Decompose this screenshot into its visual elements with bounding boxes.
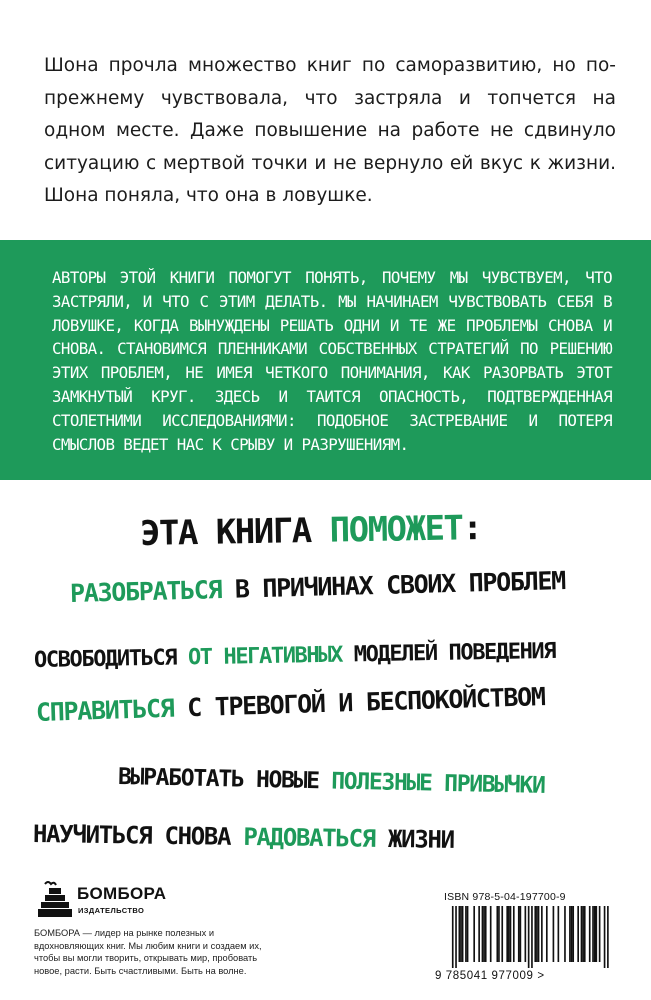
barcode-bar bbox=[513, 906, 515, 962]
isbn-label: ISBN 978-5-04-197700-9 bbox=[444, 891, 566, 903]
benefit-line-4 bbox=[118, 764, 545, 799]
benefit-line-1 bbox=[70, 566, 566, 608]
barcode-bar bbox=[594, 906, 596, 962]
benefit-4-highlight: ПОЛЕЗНЫЕ ПРИВЫЧКИ bbox=[330, 768, 545, 799]
publisher-logo bbox=[35, 880, 185, 920]
barcode-bar bbox=[498, 906, 500, 962]
benefit-line-2 bbox=[34, 639, 556, 673]
barcode-bar bbox=[496, 906, 498, 962]
barcode-bar bbox=[572, 906, 574, 962]
benefit-5-highlight: РАДОВАТЬСЯ bbox=[243, 822, 376, 853]
benefit-5-rest: ЖИЗНИ bbox=[374, 824, 454, 854]
barcode-bar bbox=[483, 906, 485, 962]
benefits-title bbox=[140, 508, 482, 554]
barcode-bar bbox=[564, 906, 566, 962]
barcode-bar bbox=[525, 906, 527, 962]
benefit-line-5 bbox=[33, 820, 454, 854]
barcode-bar bbox=[538, 906, 540, 962]
barcode-bar bbox=[541, 906, 543, 962]
intro-paragraph: Шона прочла множество книг по саморазвитию, но по-прежнему чувствовала, что застряла и топчется на одном месте. Даже повышение на работе не сдвинуло ситуацию с мертвой точки и не вернуло ей вкус к жизни. Шона поняла, что она в ловушке. bbox=[44, 55, 616, 206]
barcode-bar bbox=[473, 906, 475, 962]
barcode-block bbox=[434, 888, 620, 996]
benefit-line-3 bbox=[36, 682, 545, 727]
barcode-bar bbox=[465, 906, 467, 962]
benefit-3-highlight: СПРАВИТЬСЯ bbox=[35, 693, 174, 727]
barcode-bar bbox=[520, 906, 522, 962]
barcode-bar bbox=[482, 906, 484, 962]
barcode-bar bbox=[577, 906, 579, 962]
barcode-bar bbox=[569, 906, 571, 962]
benefit-2-highlight: ОТ НЕГАТИВНЫХ bbox=[187, 642, 343, 671]
barcode-bar bbox=[589, 906, 591, 962]
barcode-bar bbox=[460, 906, 462, 962]
barcode-bar bbox=[546, 906, 548, 962]
barcode-bar bbox=[459, 906, 461, 962]
barcode-bar bbox=[467, 906, 469, 962]
bomb-logo-icon bbox=[35, 880, 73, 920]
barcode-bar bbox=[501, 906, 503, 962]
title-prefix: ЭТА КНИГА bbox=[139, 511, 312, 554]
barcode-bar bbox=[531, 906, 533, 968]
barcode-bar bbox=[490, 906, 492, 962]
benefit-5-pre: НАУЧИТЬСЯ СНОВА bbox=[32, 820, 244, 851]
barcode-bar bbox=[452, 906, 454, 968]
barcode-bar bbox=[584, 906, 586, 962]
barcode-icon bbox=[442, 906, 612, 968]
barcode-bar bbox=[534, 906, 536, 962]
barcode-number: 9 785041 977009 > bbox=[435, 970, 545, 982]
benefit-1-highlight: РАЗОБРАТЬСЯ bbox=[69, 575, 222, 608]
barcode-bar bbox=[485, 906, 487, 962]
barcode-bar bbox=[582, 906, 584, 962]
barcode-bar bbox=[478, 906, 480, 962]
barcode-bar bbox=[518, 906, 520, 962]
title-suffix: : bbox=[462, 508, 482, 549]
barcode-bar bbox=[571, 906, 573, 962]
logo-name: БОМБОРА bbox=[77, 884, 167, 903]
band-paragraph: АВТОРЫ ЭТОЙ КНИГИ ПОМОГУТ ПОНЯТЬ, ПОЧЕМУ МЫ ЧУВСТВУЕМ, ЧТО ЗАСТРЯЛИ, И ЧТО С ЭТИМ ДЕЛАТЬ. МЫ НАЧИНАЕМ ЧУВСТВОВАТЬ СЕБЯ В ЛОВУШКЕ, КОГДА ВЫНУЖДЕНЫ РЕШАТЬ ОДНИ И ТЕ ЖЕ ПРОБЛЕМЫ СНОВА И СНОВА. СТАНОВИМСЯ ПЛЕННИКАМИ СОБСТВЕННЫХ СТРАТЕГИЙ ПО РЕШЕНИЮ ЭТИХ ПРОБЛЕМ, НЕ ИМЕЯ ЧЕТКОГО ПОНИМАНИЯ, КАК РАЗОРВАТЬ ЭТОТ ЗАМКНУТЫЙ КРУГ. ЗДЕСЬ И ТАИТСЯ ОПАСНОСТЬ, ПОДТВЕРЖДЕННАЯ СТОЛЕТНИМИ ИССЛЕДОВАНИЯМИ: ПОДОБНОЕ ЗАСТРЕВАНИЕ И ПОТЕРЯ СМЫСЛОВ ВЕДЕТ НАС К СРЫВУ И РАЗРУШЕНИЯМ. bbox=[52, 268, 612, 454]
barcode-bar bbox=[604, 906, 606, 968]
logo-subtitle: ИЗДАТЕЛЬСТВО bbox=[78, 906, 145, 915]
benefit-2-rest: МОДЕЛЕЙ ПОВЕДЕНИЯ bbox=[341, 638, 556, 668]
barcode-bar bbox=[581, 906, 583, 962]
benefit-2-pre: ОСВОБОДИТЬСЯ bbox=[33, 645, 189, 673]
benefit-4-pre: ВЫРАБОТАТЬ НОВЫЕ bbox=[117, 764, 332, 795]
barcode-bar bbox=[599, 906, 601, 962]
barcode-bar bbox=[455, 906, 457, 968]
publisher-blurb: БОМБОРА — лидер на рынке полезных и вдохновляющих книг. Мы любим книги и создаем их, чтобы вы могли творить, открывать мир, пробовать новое, расти. Быть счастливыми. Быть на волне. bbox=[34, 928, 262, 976]
barcode-bar bbox=[508, 906, 510, 962]
benefit-3-rest: С ТРЕВОГОЙ И БЕСПОКОЙСТВОМ bbox=[172, 682, 546, 723]
barcode-bar bbox=[558, 906, 560, 962]
barcode-bar bbox=[553, 906, 555, 962]
barcode-bar bbox=[462, 906, 464, 962]
title-highlight: ПОМОЖЕТ bbox=[329, 508, 463, 551]
barcode-bar bbox=[595, 906, 597, 962]
barcode-bar bbox=[592, 906, 594, 962]
barcode-bar bbox=[536, 906, 538, 962]
benefit-1-rest: В ПРИЧИНАХ СВОИХ ПРОБЛЕМ bbox=[220, 566, 566, 605]
barcode-bar bbox=[510, 906, 512, 962]
barcode-bar bbox=[528, 906, 530, 968]
barcode-bar bbox=[607, 906, 609, 968]
barcode-bar bbox=[506, 906, 508, 962]
